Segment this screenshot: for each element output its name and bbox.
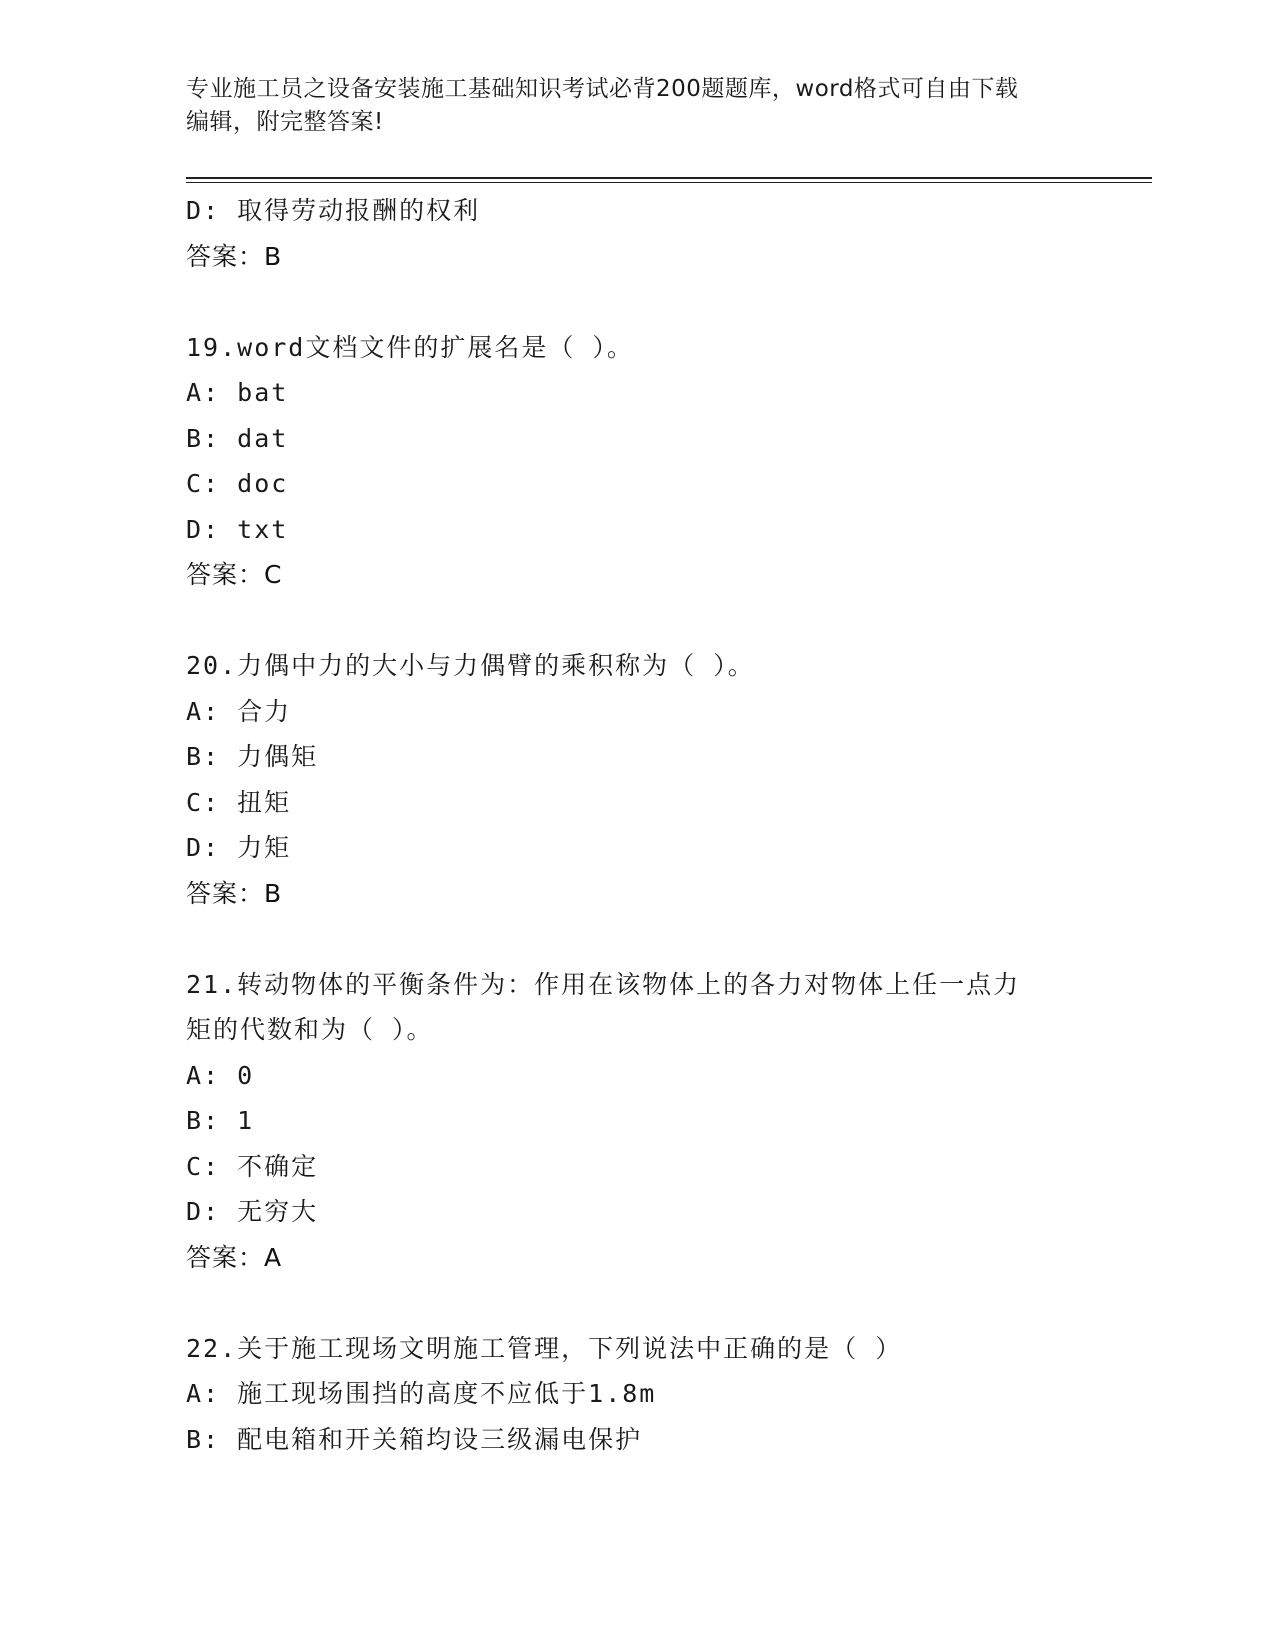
- spacer: [186, 279, 1146, 325]
- answer-line: 答案：B: [186, 241, 283, 271]
- option-b: B: 力偶矩: [186, 742, 319, 771]
- question-stem-line-2: 矩的代数和为（ ）。: [186, 1015, 434, 1044]
- option-d: D: 力矩: [186, 833, 292, 862]
- header-rule-thin: [186, 182, 1152, 183]
- option-c: C: doc: [186, 469, 289, 498]
- question-stem-line-1: 21.转动物体的平衡条件为：作用在该物体上的各力对物体上任一点力: [186, 969, 1021, 999]
- question-19: [186, 325, 1146, 598]
- question-22: [186, 1326, 1146, 1463]
- spacer: [186, 916, 1146, 962]
- spacer: [186, 1280, 1146, 1326]
- question-21: [186, 962, 1146, 1281]
- option-b: B: 配电箱和开关箱均设三级漏电保护: [186, 1424, 643, 1454]
- option-d: D: txt: [186, 514, 289, 544]
- option-a: A: bat: [186, 378, 289, 407]
- question-stem: 19.word文档文件的扩展名是（ ）。: [186, 332, 634, 362]
- page-header: [186, 73, 1086, 139]
- header-line-1: 专业施工员之设备安装施工基础知识考试必背200题题库，word格式可自由下载: [186, 76, 1019, 102]
- option-d: D: 无穷大: [186, 1197, 319, 1226]
- option-c: C: 扭矩: [186, 787, 292, 817]
- option-c: C: 不确定: [186, 1151, 319, 1181]
- option-a: A: 0: [186, 1060, 255, 1090]
- answer-line: 答案：B: [186, 878, 283, 908]
- option-a: A: 施工现场围挡的高度不应低于1.8m: [186, 1379, 657, 1408]
- option-b: B: 1: [186, 1106, 255, 1135]
- answer-line: 答案：C: [186, 560, 283, 589]
- question-stem: 20.力偶中力的大小与力偶臂的乘积称为（ ）。: [186, 651, 755, 680]
- spacer: [186, 598, 1146, 644]
- document-body: [186, 188, 1146, 1462]
- option-d: D: 取得劳动报酬的权利: [186, 196, 481, 225]
- question-stem: 22.关于施工现场文明施工管理，下列说法中正确的是（ ）: [186, 1333, 903, 1363]
- option-a: A: 合力: [186, 696, 292, 726]
- answer-line: 答案：A: [186, 1242, 283, 1272]
- header-rule-thick: [186, 177, 1152, 179]
- previous-question-fragment: [186, 188, 1146, 279]
- question-20: [186, 643, 1146, 916]
- option-b: B: dat: [186, 423, 289, 453]
- header-line-2: 编辑，附完整答案!: [186, 109, 384, 135]
